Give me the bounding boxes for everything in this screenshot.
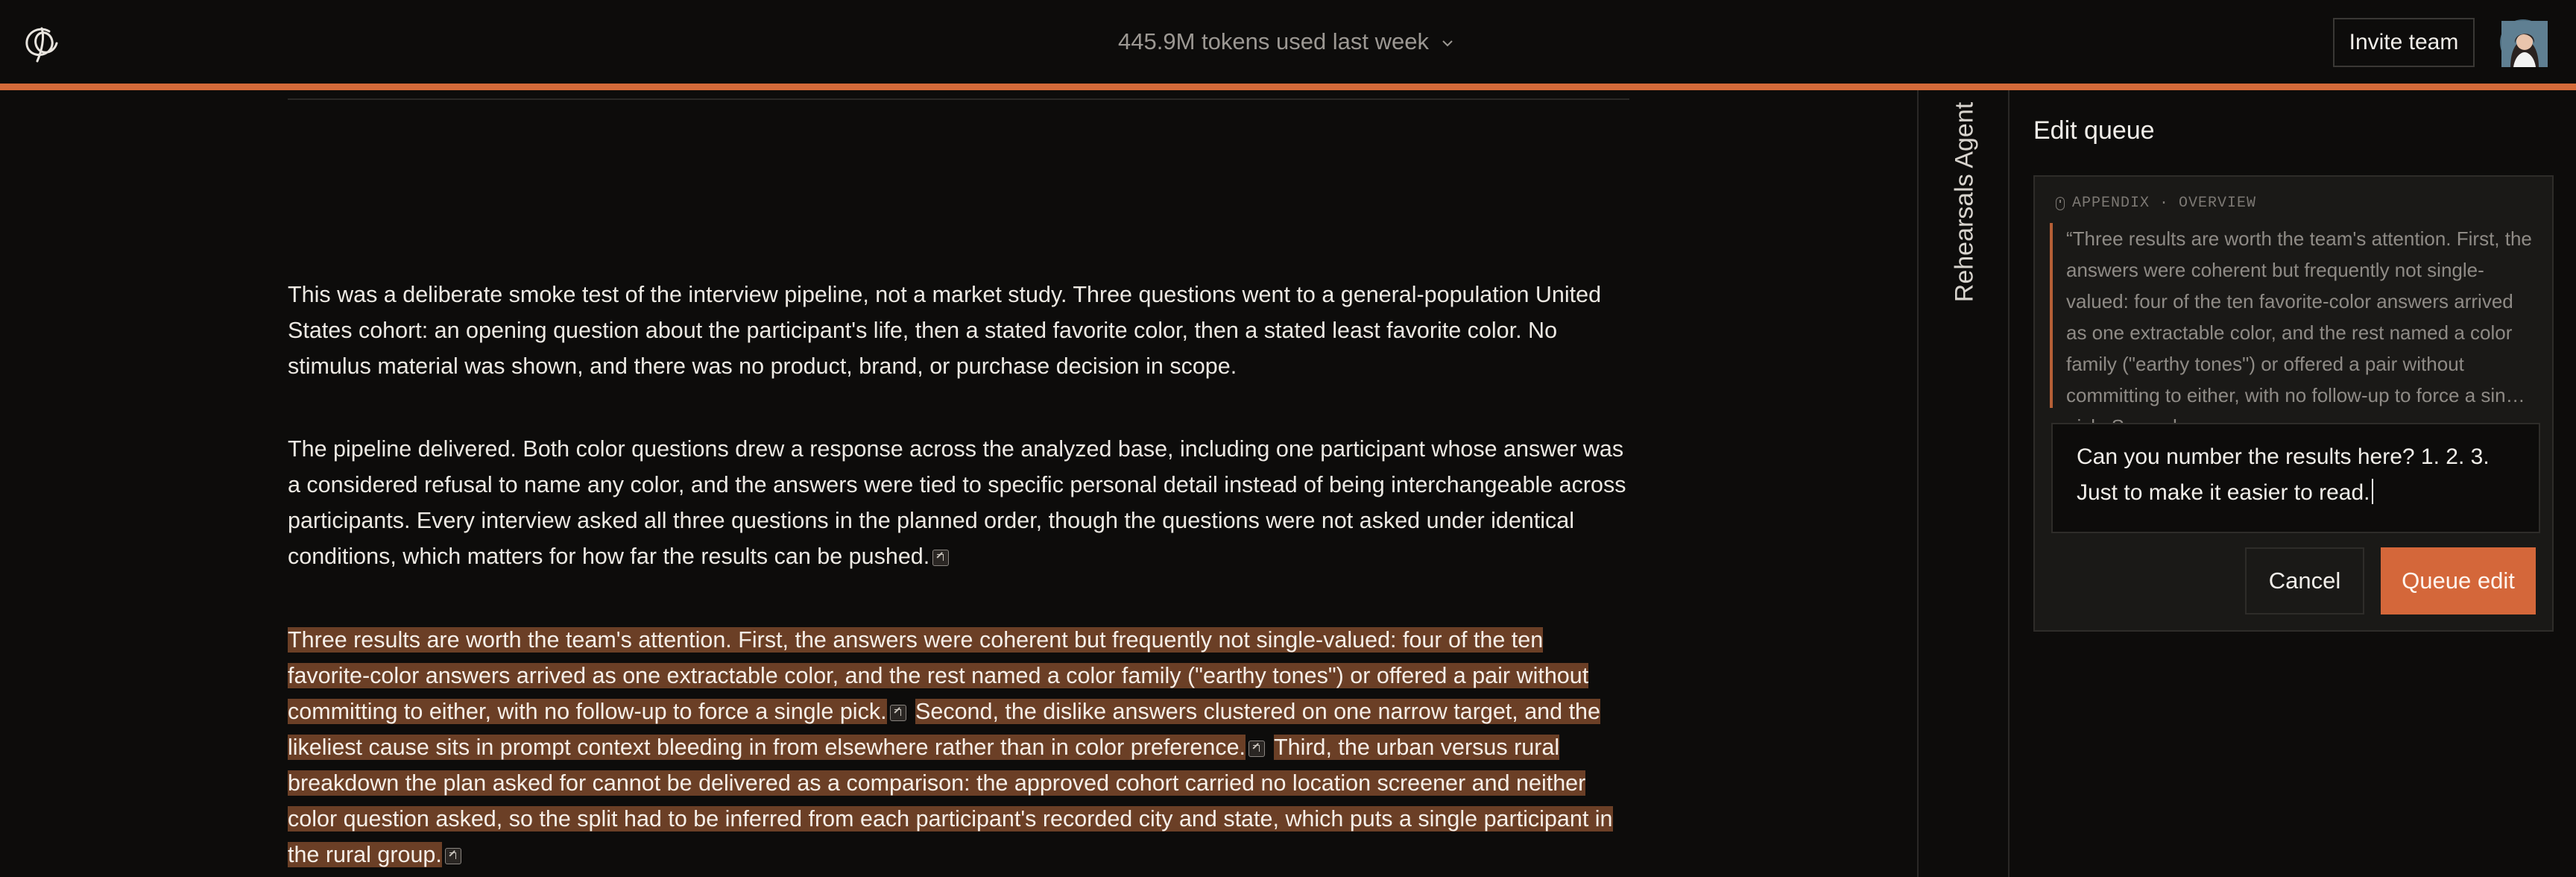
queue-edit-button[interactable]: Queue edit [2381,547,2536,614]
quoted-excerpt-text: “Three results are worth the team's attention. First, the answers were coherent but frequently not single-valued: four of the ten favorite-color answers arrived as one extractable color, and the rest named a color family ("earthy tones") or offered a pair without committing to either, with no follow-up to force a single [2066,227,2532,406]
mouse-icon [2056,197,2065,210]
citation-link-icon[interactable] [932,550,949,566]
avatar-image-icon [2501,21,2548,67]
edit-queue-title: Edit queue [2033,116,2155,145]
paragraph-3-selected[interactable] [288,622,1631,873]
edit-queue-card [2033,175,2554,632]
avatar[interactable] [2500,19,2546,66]
citation-link-icon[interactable] [890,705,906,721]
header-accent-line [0,84,2576,90]
paragraph-2 [288,431,1631,574]
highlight-result-1: Three results are worth the team's attention. First, the answers were coherent but frequently not single-valued: four of the ten favorite-color answers arrived as one extractable color, and the rest named a color family ("earthy tones") or offered a pair without committing to either, with no follow-up to force a single pick. [288,627,1589,724]
citation-link-icon[interactable] [1248,741,1265,757]
usage-dropdown[interactable] [1118,25,1456,58]
cancel-button[interactable]: Cancel [2245,547,2364,614]
paragraph-1: This was a deliberate smoke test of the interview pipeline, not a market study. Three questions went to a general-population United States cohort: an opening question about the participant's life, then a stated favorite color, then a stated least favorite color. No stimulus material was shown, and there was no product, brand, or purchase decision in scope. [288,282,1602,379]
source-label: APPENDIX · OVERVIEW [2072,195,2257,212]
highlight-result-3: Third, the urban versus rural breakdown the plan asked for cannot be delivered as a comparison: the approved cohort carried no location screener and neither color question asked, so the split had to be inferred from each participant's recorded city and state, which puts a single participant in the rural group. [288,735,1613,867]
rehearsals-agent-tab[interactable]: Rehearsals Agent [1950,101,1979,303]
edit-request-value: Can you number the results here? 1. 2. 3. Just to make it easier to read. [2077,444,2490,505]
invite-team-button[interactable]: Invite team [2333,18,2475,67]
chevron-down-icon [1439,35,1456,51]
top-bar [0,0,2576,84]
edit-request-input[interactable] [2051,423,2540,533]
side-tab-strip [1917,90,2010,877]
citation-link-icon[interactable] [445,848,461,864]
source-reference [2056,195,2256,212]
quoted-excerpt [2050,223,2534,408]
paragraph-2-text: The pipeline delivered. Both color questions drew a response across the analyzed base, including one participant whose answer was a considered refusal to name any color, and the answers were tied to specific personal detail instead of being interchangeable across participants. Every interview asked all three questions in the planned order, though the questions were not asked under identical conditions, which matters for how far the results can be pushed. [288,436,1626,569]
highlight-result-2: Second, the dislike answers clustered on one narrow target, and the likeliest cause sits in prompt context bleeding in from elsewhere rather than in color preference. [288,699,1600,760]
section-divider [288,98,1629,100]
app-logo-icon[interactable] [19,21,64,66]
text-caret [2372,479,2373,504]
usage-label: 445.9M tokens used last week [1118,28,1430,54]
